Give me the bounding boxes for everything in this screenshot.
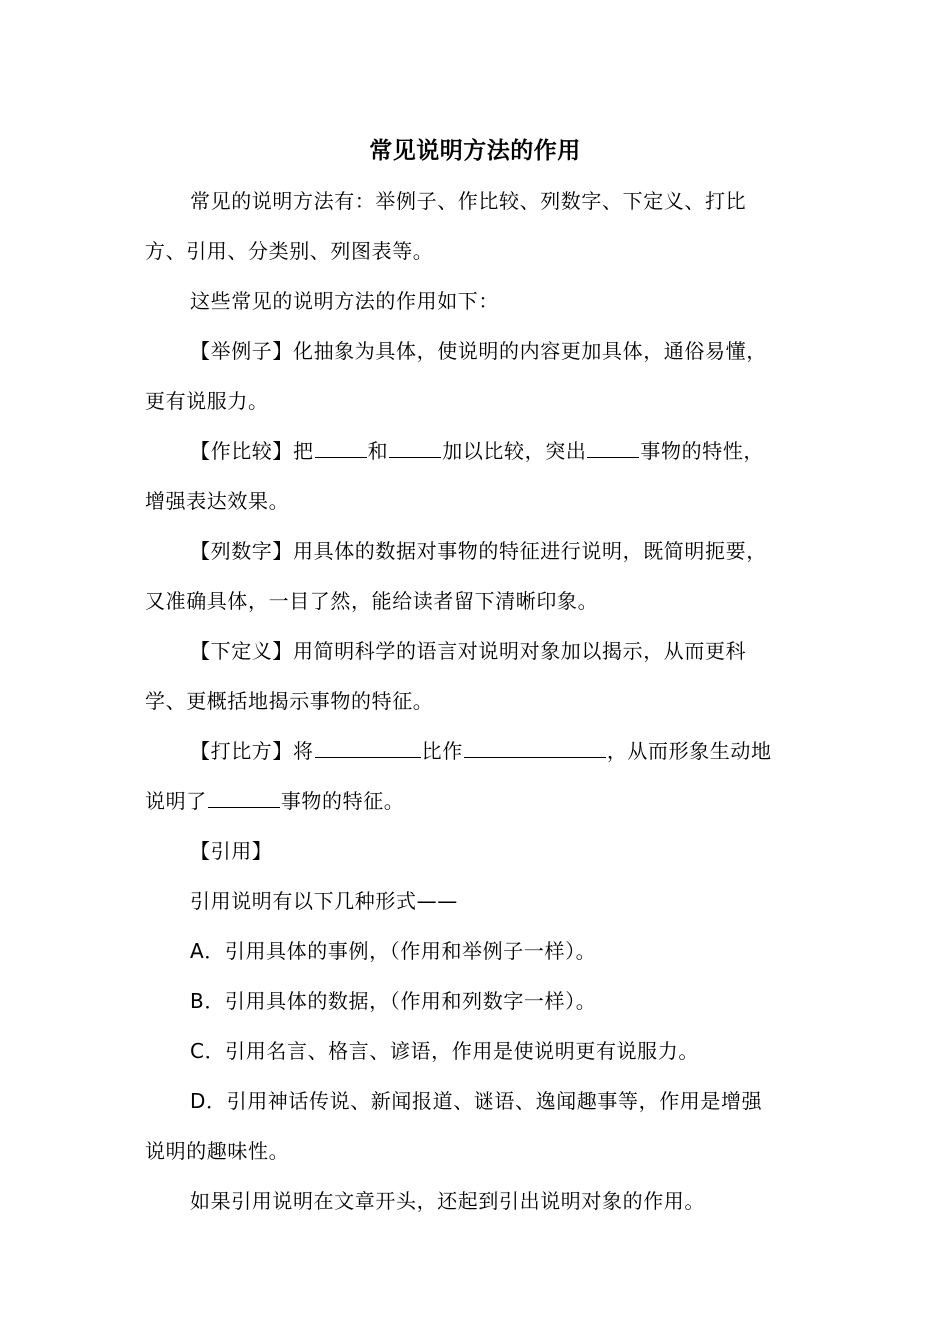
compare-text-3: 加以比较，突出 bbox=[442, 439, 587, 463]
example-line-2: 更有说服力。 bbox=[145, 389, 269, 413]
compare-line-2: 增强表达效果。 bbox=[145, 489, 290, 513]
definition-line-2: 学、更概括地揭示事物的特征。 bbox=[145, 689, 434, 713]
quote-item-a: A．引用具体的事例，（作用和举例子一样）。 bbox=[190, 939, 597, 963]
definition-line-1: 【下定义】用简明科学的语言对说明对象加以揭示，从而更科 bbox=[190, 639, 747, 663]
compare-text-1: 【作比较】把 bbox=[190, 439, 314, 463]
quote-closing: 如果引用说明在文章开头，还起到引出说明对象的作用。 bbox=[190, 1189, 705, 1213]
quote-heading: 【引用】 bbox=[190, 839, 273, 863]
fill-in-blank[interactable] bbox=[315, 737, 421, 758]
fill-in-blank[interactable] bbox=[315, 437, 367, 458]
fill-in-blank[interactable] bbox=[464, 737, 606, 758]
fill-in-blank[interactable] bbox=[389, 437, 441, 458]
numbers-line-2: 又准确具体，一目了然，能给读者留下清晰印象。 bbox=[145, 589, 599, 613]
analogy-text-5: 事物的特征。 bbox=[280, 789, 405, 813]
compare-text-2: 和 bbox=[367, 439, 389, 463]
intro-line-2: 方、引用、分类别、列图表等。 bbox=[145, 239, 434, 263]
compare-text-4: 事物的特性， bbox=[640, 439, 765, 463]
fill-in-blank[interactable] bbox=[208, 787, 280, 808]
numbers-line-1: 【列数字】用具体的数据对事物的特征进行说明，既简明扼要， bbox=[190, 539, 767, 563]
fill-in-blank[interactable] bbox=[587, 437, 639, 458]
example-line-1: 【举例子】化抽象为具体，使说明的内容更加具体，通俗易懂， bbox=[190, 339, 767, 363]
analogy-text-1: 【打比方】将 bbox=[190, 739, 314, 763]
intro-line-1: 常见的说明方法有：举例子、作比较、列数字、下定义、打比 bbox=[190, 189, 747, 213]
analogy-text-4: 说明了 bbox=[145, 789, 207, 813]
quote-item-b: B．引用具体的数据，（作用和列数字一样）。 bbox=[190, 989, 597, 1013]
quote-item-d-line-2: 说明的趣味性。 bbox=[145, 1139, 290, 1163]
quote-item-c: C．引用名言、格言、谚语，作用是使说明更有说服力。 bbox=[190, 1039, 699, 1063]
compare-line-1 bbox=[190, 436, 764, 466]
analogy-line-1 bbox=[190, 736, 772, 766]
quote-item-d-line-1: D．引用神话传说、新闻报道、谜语、逸闻趣事等，作用是增强 bbox=[190, 1089, 763, 1113]
quote-forms-lead: 引用说明有以下几种形式—— bbox=[190, 889, 458, 913]
analogy-text-3: ，从而形象生动地 bbox=[606, 739, 772, 763]
lead-paragraph: 这些常见的说明方法的作用如下： bbox=[190, 289, 499, 313]
page-title: 常见说明方法的作用 bbox=[369, 138, 581, 164]
analogy-text-2: 比作 bbox=[421, 739, 463, 763]
analogy-line-2 bbox=[145, 786, 404, 816]
